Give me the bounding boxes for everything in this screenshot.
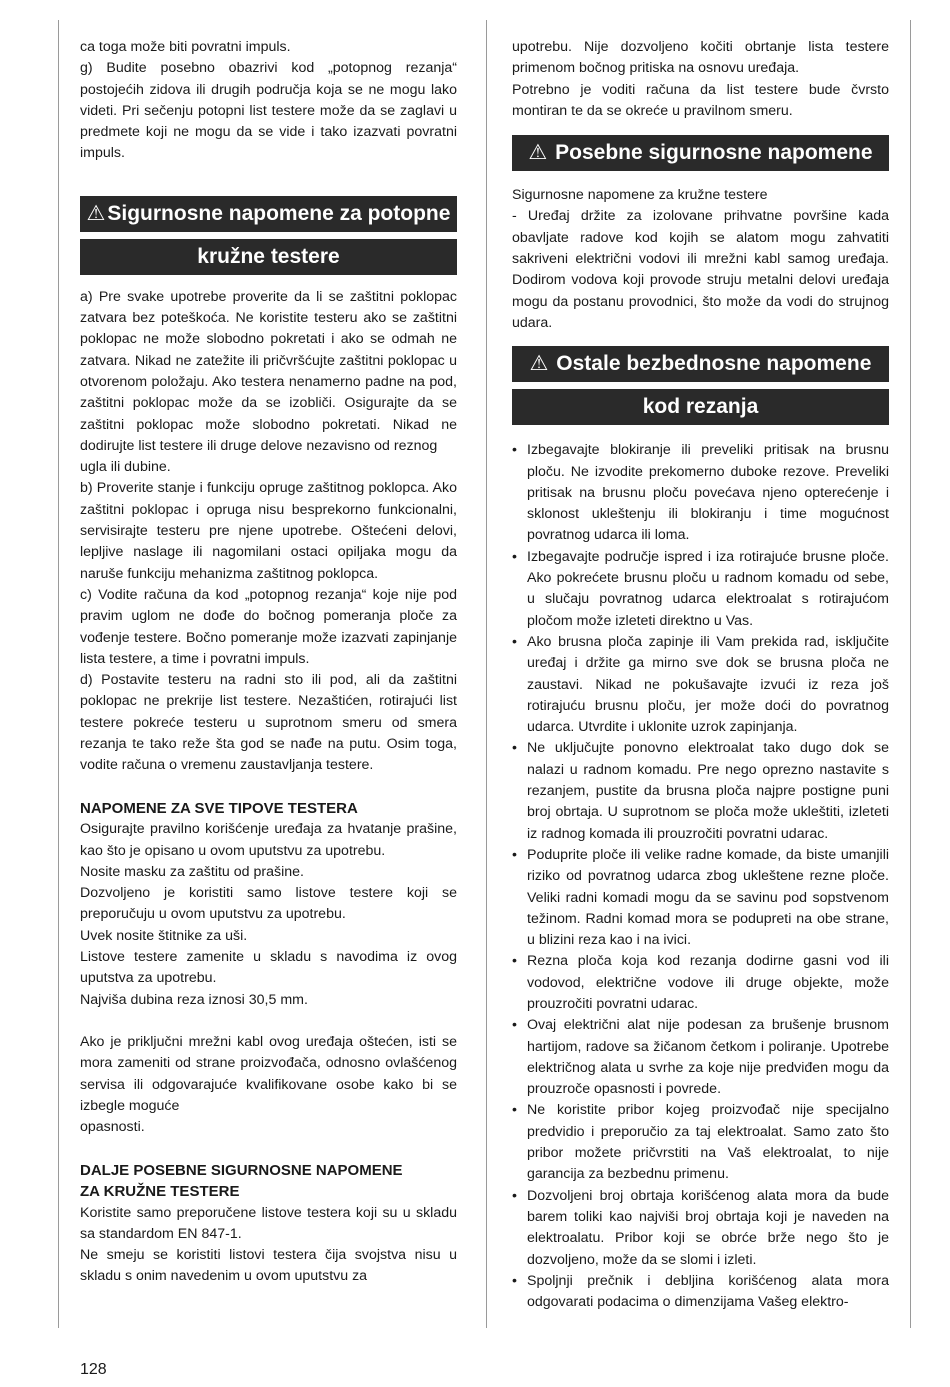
subheading: DALJE POSEBNE SIGURNOSNE NAPOMENE [80,1161,403,1179]
warning-icon: ⚠ [529,352,549,376]
list-item: • Rezna ploča koja kod rezanja dodirne gasni vod ili vodovod, električne vodove ili druge objekte, može prouzročiti povratni udarac. [512,951,889,1015]
paragraph: Nosite masku za zaštitu od prašine. [80,863,304,880]
warning-icon: ⚠ [528,141,548,165]
paragraph: opasnosti. [80,1119,145,1136]
section-bar [512,346,889,382]
paragraph: Listove testere zamenite u skladu s navodima iz ovog uputstva za upotrebu. [80,948,457,987]
paragraph: Ako je priključni mrežni kabl ovog uređaja oštećen, isti se mora zameniti od strane proizvođača, odnosno ovlašćenog servisa ili odgovarajuće kvalifikovane osobe kako bi se izbegle moguće [80,1034,457,1115]
column-divider-center [486,20,487,1328]
list-item: • Spoljnji prečnik i debljina korišćenog alata mora odgovarati podacima o dimenzijama Vašeg elektro- [512,1271,889,1314]
paragraph: Koristite samo preporučene listove testera koji su u skladu sa standardom EN 847-1. [80,1204,457,1242]
column-divider-right [910,20,911,1328]
paragraph: Uvek nosite štitnike za uši. [80,927,248,944]
section-bar [80,196,457,232]
list-item: • Izbegavajte područje ispred i iza rotirajuće brusne ploče. Ako pokrećete brusnu ploču u radnom komadu od sebe, u slučaju povratnog udarca elektroalat s rotirajućom pločom može izleteti direktno u Vas. [512,547,889,632]
paragraph: Dozvoljeno je koristiti samo listove testere koji se preporučuju u ovom uputstvu za upotrebu. [80,885,457,923]
paragraph: - Uređaj držite za izolovane prihvatne površine kada obavljate radove kod kojih se alatom mogu zahvatiti sakriveni električni vodovi ili mrežni kabl samog uređaja. Dodirom vodova koji provode struju metalni delovi uređaja mogu da postanu provodnici, što može da vodi do strujnog udara. [512,208,889,331]
list-item: • Ne uključujte ponovno elektroalat tako dugo dok se nalazi u radnom komadu. Pre nego oprezno nastavite s rezanjem, pustite da brusna ploča najpre postigne puni broj obrtaja. U suprotnom se ploča može ukleštiti, izleteti iz radnog komada ili prouzročiti povratni udarac. [512,738,889,844]
paragraph: g) Budite posebno obazrivi kod „potopnog rezanja“ postojećih zidova ili drugih područja koja se ne mogu lako videti. Pri sečenju potopni list testere može da se zaglavi u predmete koji ne mogu da se vide i tako izazvati povratni impuls. [80,60,457,162]
subheading: NAPOMENE ZA SVE TIPOVE TESTERA [80,799,358,817]
page-number: 128 [80,1361,107,1378]
list-item: • Poduprite ploče ili velike radne komade, da biste umanjili riziko od povratnog udarca zbog ukleštene rezne ploče. Veliki radni komadi mogu da se savinu pod sopstvenom težinom. Radni komad mora se poduprеti na obe strane, u blizini reza kao i na ivici. [512,845,889,951]
column-divider-left [58,20,59,1328]
section-title: kružne testere [197,244,340,268]
section-bar [80,239,457,275]
list-item: • Dozvoljeni broj obrtaja korišćenog alata mora da bude barem toliki kao najviši broj obrtaja koji je naveden na elektroalatu. Pribor koji se obrće brže nego što je dozvoljeno, može da se slomi i izleti. [512,1186,889,1271]
paragraph: a) Pre svake upotrebe proverite da li se zaštitni poklopac zatvara bez poteškoća. Ne koristite testeru ako se zaštitni poklopac ne može slobodno pokretati i ako se odmah ne zatvara. Nikad ne zatežite ili pričvršćujte zaštitni poklopac u otvorenom položaju. Ako testera nenamerno padne na pod, zaštitni poklopac može da se izobliči. Osigurajte da se zaštitni poklopac može slobodno pokretati. Nikad ne dodirujte list testere ili druge delove nezavisno od reznog [80,288,457,454]
section-title: Ostale bezbednosne napomene [556,352,872,376]
paragraph: ca toga može biti povratni impuls. [80,39,291,55]
paragraph: upotrebu. Nije dozvoljeno kočiti obrtanje lista testere primenom bočnog pritiska na osnovu uređaja. [512,39,889,77]
list-item: • Ne koristite pribor kojeg proizvođač nije specijalno predvidio i preporučio za taj elektroalat. Samo zato što pribor možete pričvrstiti na Vaš elektroalat, to nije garancija za bezbednu primenu. [512,1100,889,1185]
right-column [512,37,889,1313]
paragraph: c) Vodite računa da kod „potopnog rezanja“ koje nije pod pravim uglom ne dođe do bočnog pomeranja ploče za vođenje testere. Bočno pomeranje može izazvati zapinjanje lista testere, a time i povratni impuls. [80,586,457,667]
paragraph: Najviša dubina reza iznosi 30,5 mm. [80,991,308,1008]
paragraph: Potrebno je voditi računa da list testere bude čvrsto montiran te da se okreće u pravilnom smeru. [512,81,889,119]
left-column [80,37,457,1288]
section-bar [512,135,889,171]
warning-icon: ⚠ [86,201,106,225]
list-item: • Izbegavajte blokiranje ili preveliki pritisak na brusnu ploču. Ne izvodite prekomerno duboke rezove. Preveliki pritisak na brusnu ploču povećava njeno opterećenje i sklonost ukleštenju ili blokiranju i time mogućnost povratnog udarca ili loma. [512,440,889,546]
subheading: ZA KRUŽNE TESTERE [80,1183,240,1201]
paragraph: Sigurnosne napomene za kružne testere [512,187,768,204]
paragraph: ugla ili dubine. [80,459,171,476]
section-title: Posebne sigurnosne napomene [555,141,873,165]
section-title: kod rezanja [642,395,759,419]
list-item: • Ako brusna ploča zapinje ili Vam prekida rad, isključite uređaj i držite ga mirno sve dok se brusna ploča ne zaustavi. Nikad ne pokušavajte izvući iz reza još rotirajuću brusnu ploču, jer može doći do povratnog udarca. Utvrdite i uklonite uzrok zapinjanja. [512,632,889,738]
bullet-list [512,440,889,1313]
list-item: • Ovaj električni alat nije podesan za brušenje brusnom hartijom, radove sa žičanom četkom i poliranje. Upotrebe električnog alata u svrhe za koje nije predviđen mogu da prouzroče opasnosti i povrede. [512,1015,889,1100]
section-bar [512,389,889,425]
section-title: Sigurnosne napomene za potopne [107,201,451,225]
paragraph: Osigurajte pravilno korišćenje uređaja za hvatanje prašine, kao što je opisano u ovom uputstvu za upotrebu. [80,821,457,859]
paragraph: b) Proverite stanje i funkciju opruge zaštitnog poklopca. Ako zaštitni poklopac i opruga nisu besprekorno funkcionalni, servisirajte testeru pre njene upotrebe. Oštećeni delovi, lepljive naslage ili nagomilani ostaci opiljaka mogu da naruše funkciju mehanizma zaštitnog poklopca. [80,480,457,582]
paragraph: Ne smeju se koristiti listovi testera čija svojstva nisu u skladu s onim navedenim u ovom uputstvu za [80,1247,457,1285]
paragraph: d) Postavite testeru na radni sto ili pod, ali da zaštitni poklopac ne prekrije list testere. Nezaštićen, rotirajući list testere pokreće testeru u suprotnom smeru od smera rezanja te tako reže šta god se nađe na putu. Osim toga, vodite računa o vremenu zaustavljanja testere. [80,672,457,774]
